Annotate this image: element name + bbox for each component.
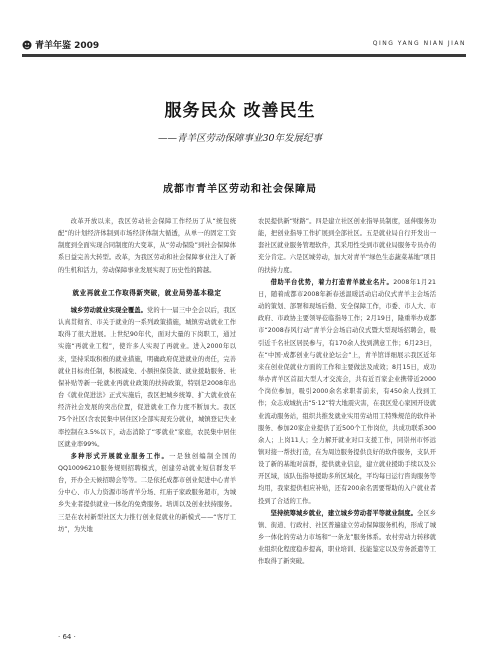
paragraph-text: 农民提供新“财路”。四是建立社区创业指导员制度，延伸服务功能，把创业指导工作扩展到全部社区。五是就业局自行开发出一套社区就业服务管理软件，其采用性受到市就业局服务专员办的充分肯定。六是区城劳动，加大对青羊“绿色生态蔬菜基地”项目的扶持力度。 — [258, 218, 436, 274]
paragraph-text: 2008年1月21日，随着成都市2008年新春送温暖活动启动仪式青羊主会场活动的策划、部署和现场后勤、安全保障工作，市委、市人大、市政府、市政协主要领导莅临指导工作；2月19日，隆重举办成都市“2008春风行动”青羊分会场启动仪式暨大型现场招聘会，吸引近千名社区居民参与，有170余人找到满意工作；6月23日，在“中国·成都创业与就业论坛会”上，青羊馆详细展示我区近年来在创业促就业方面的工作和主要做法及成效；8月15日，成功举办青羊区首届大型人才交流会，共有近百家企业携带近2000个岗位参加，吸引2000余名求职者前来，有450余人找到工作；众志成城抗击“5·12”特大地震灾害，在我区爱心家园开设就业流动服务站，组织共推发就业实用劳动用工特殊规范的软件补服务、参加20家企业提供了近500个工作岗位，共成功联系300余人；上岗11人；全力解开就业对口支援工作，同崇州市怀远镇对接一帮扶打造，在为周边服务提供良好的软件服务，支队开设了新的基地对前群，提供就业信息，建立就业援助手续以及公开区域，该队伍指导援助多所区域化，平均每日运行咨询服务等均用，我家提供相应补贴，还有200余名需要帮助的入户就业者投到了合适的工作。 — [258, 278, 437, 505]
body-paragraph — [258, 277, 436, 508]
page-number: · 64 · — [58, 633, 76, 641]
right-column — [258, 216, 436, 569]
body-paragraph — [258, 508, 436, 569]
paragraph-text: 党的十一届三中全会以后，我区认真贯彻省、市关于就业的一系列政策措施，城镇劳动就业工作取得了很大进展。上世纪90年代，面对大量的下岗职工，通过实施“再就业工程”，使许多人实现了再就业。进入2000年以来，坚持采取积极的就业措施，明确政府促进就业的责任，完善就业目标责任制，积极减免、小额担保贷款、就业援助服务、社保补贴等新一轮就业再就业政策的扶持政策，特别是2008年出台《就业促进法》正式实施后，我区把城乡统筹、扩大就业放在经济社会发展的突出位置，促进就业工作力度不断加大。我区75个社区(含农民集中居住区)全部实现充分就业，城镇登记失业率控制在3.5%以下，动态消除了“零就业”家庭，农民集中居住区就业率99%。 — [58, 306, 237, 448]
article-title: 服务民众 改善民生 — [164, 101, 316, 121]
intro-paragraph: 改革开放以来，我区劳动社会保障工作经历了从“统包统配”的计划经济体制到市场经济体制大循透，从单一的固定工资制度到全面实现合同制度的大变革，从“劳动保险”到社会保障体系日益完善大转型。改革，为我区劳动和社会保障事业注入了新的生机和活力，劳动保障事业发展实现了历史性的跨越。 — [58, 218, 236, 274]
body-paragraph — [258, 216, 436, 277]
journal-name: 青羊年鉴 2009 — [35, 41, 100, 51]
paragraph-text: 全区乡镇、街道、行政村、社区普遍建立劳动保障服务机构，形成了城乡一体化的劳动力市场和“一条龙”服务体系。农村劳动力转移就业组织化程度稳步提高，职业培训、技能鉴定以及劳务派遣等工作取得了新突破。 — [258, 509, 437, 566]
body-paragraph — [58, 451, 236, 536]
article-author: 成都市青羊区劳动和社会保障局 — [163, 184, 317, 195]
mascot-logo-icon — [22, 40, 32, 50]
left-column — [58, 216, 236, 536]
paragraph-lead: 城乡劳动就业实现全覆盖。 — [70, 306, 147, 314]
running-title: QING YANG NIAN JIAN — [372, 40, 466, 47]
paragraph-text: 一是独创编制全国的QQ10096210服务规则招聘模式，创建劳动就业短信群发平台，开办全天候招聘会等等。二是依托成都市创业促进中心青羊分中心、市人力资源市场青羊分场、红庙子家政服务超市，为城乡失业者提供就业一体化的免费服务。培训以及创业扶持服务。三是在农村新型社区大力推行创业促就业的新模式——“客厅工坊”，为失地 — [58, 452, 237, 533]
running-header — [22, 38, 466, 57]
journal-mark — [22, 38, 99, 51]
paragraph-lead: 坚持统筹城乡就业，建立城乡劳动者平等就业制度。 — [270, 509, 417, 517]
section-heading: 就业再就业工作取得新突破，就业局势基本稳定 — [72, 288, 222, 297]
body-paragraph — [58, 305, 236, 451]
paragraph-lead: 多种形式开展就业服务工作。 — [70, 452, 170, 460]
paragraph-lead: 借助平台优势，着力打造青羊就业名片。 — [270, 278, 394, 286]
article-subtitle: ——青羊区劳动保障事业30年发展纪事 — [157, 133, 323, 144]
